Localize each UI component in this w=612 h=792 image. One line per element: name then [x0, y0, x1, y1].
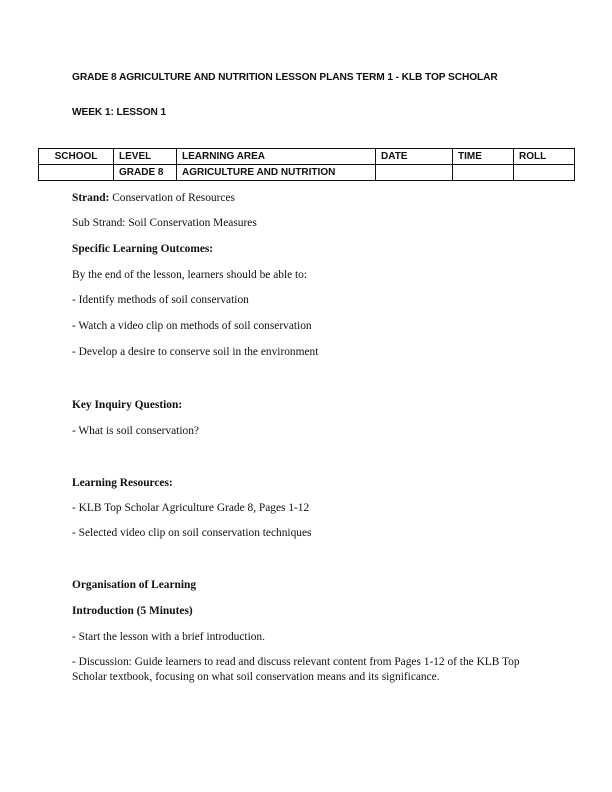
outcomes-intro: By the end of the lesson, learners should be able to:	[72, 269, 308, 281]
table-header-row	[39, 149, 575, 165]
cell-school	[39, 165, 114, 181]
organisation-item: - Discussion: Guide learners to read and discuss relevant content from Pages 1-12 of the KLB Top Scholar textbook, focusing on what soil conservation means and its significance.	[72, 656, 520, 683]
outcome-item: - Develop a desire to conserve soil in the environment	[72, 346, 319, 358]
cell-level: GRADE 8	[114, 165, 177, 181]
strand-line	[72, 191, 235, 205]
document-title: GRADE 8 AGRICULTURE AND NUTRITION LESSON PLANS TERM 1 - KLB TOP SCHOLAR	[72, 72, 498, 83]
header-level: LEVEL	[114, 149, 177, 165]
cell-date	[376, 165, 453, 181]
organisation-heading: Organisation of Learning	[72, 579, 197, 591]
header-school: SCHOOL	[39, 149, 114, 165]
table-row	[39, 165, 575, 181]
resource-item: - Selected video clip on soil conservation techniques	[72, 527, 312, 539]
outcomes-heading: Specific Learning Outcomes:	[72, 243, 214, 255]
header-roll: ROLL	[514, 149, 575, 165]
outcome-item: - Watch a video clip on methods of soil conservation	[72, 320, 312, 332]
resource-item: - KLB Top Scholar Agriculture Grade 8, Pages 1-12	[72, 502, 310, 514]
resources-heading: Learning Resources:	[72, 477, 173, 489]
strand-value: Conservation of Resources	[109, 192, 235, 204]
inquiry-item: - What is soil conservation?	[72, 425, 199, 437]
cell-time	[453, 165, 514, 181]
cell-roll	[514, 165, 575, 181]
inquiry-heading: Key Inquiry Question:	[72, 399, 183, 411]
lesson-info-table	[38, 148, 575, 181]
strand-label: Strand:	[72, 192, 110, 204]
cell-learning-area: AGRICULTURE AND NUTRITION	[177, 165, 376, 181]
outcome-item: - Identify methods of soil conservation	[72, 294, 249, 306]
header-time: TIME	[453, 149, 514, 165]
header-learning-area: LEARNING AREA	[177, 149, 376, 165]
sub-strand-line: Sub Strand: Soil Conservation Measures	[72, 217, 257, 229]
organisation-item: - Start the lesson with a brief introduction.	[72, 631, 265, 643]
lesson-subtitle: WEEK 1: LESSON 1	[72, 107, 167, 118]
introduction-heading: Introduction (5 Minutes)	[72, 605, 193, 617]
header-date: DATE	[376, 149, 453, 165]
